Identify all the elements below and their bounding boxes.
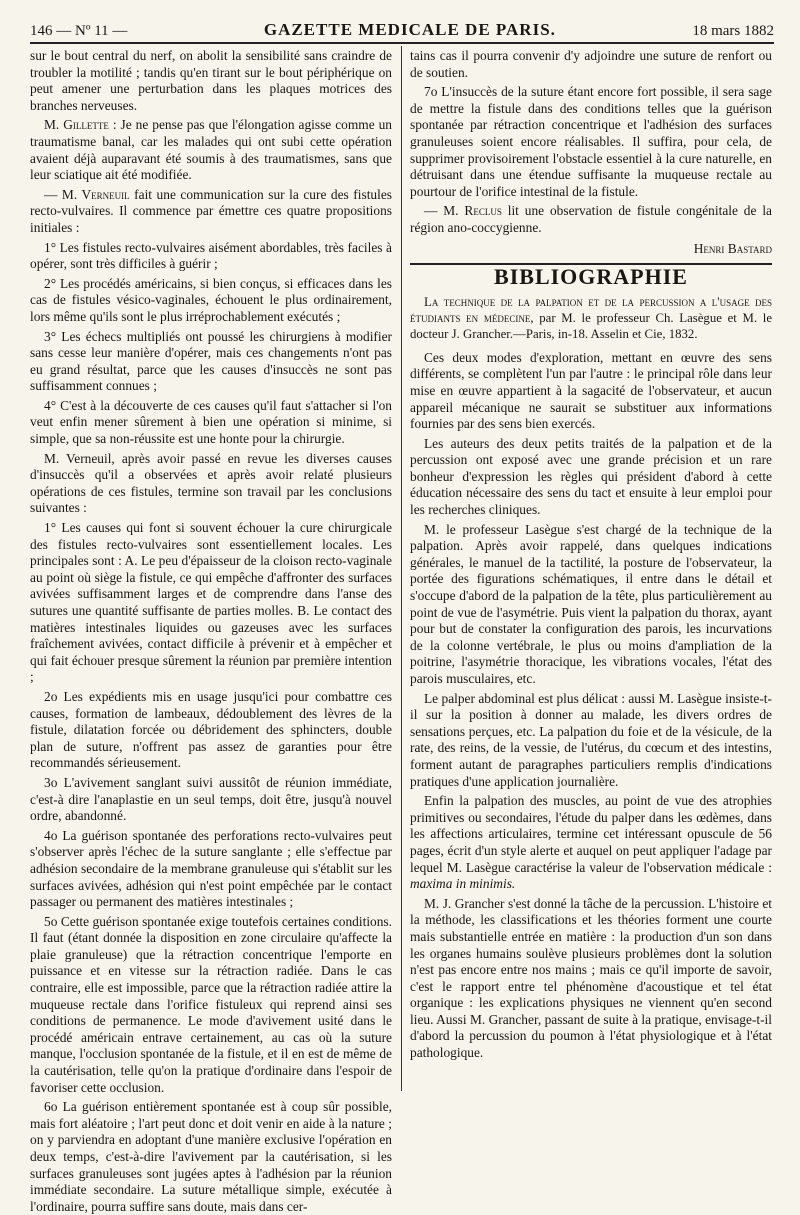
paragraph (30, 117, 392, 183)
paragraph (410, 793, 772, 893)
latin-quote: maxima in minimis. (410, 876, 516, 892)
paragraph: 3° Les échecs multipliés ont poussé les chirurgiens à modifier sans cesse leur manière d'opérer, mais ces changements n'ont pas eu grand résultat, parce que les causes d'insuccès ne sont pas suffisamment connues ; (30, 328, 392, 394)
paragraph (30, 187, 392, 237)
page-number: 146 — Nº 11 — (30, 23, 128, 39)
speaker-name: — M. Reclus (424, 203, 502, 219)
paragraph: M. Verneuil, après avoir passé en revue les diverses causes d'insuccès qu'il a observées et après avoir relaté plusieurs opérations de ces fistules, termine son travail par les conclusions suivantes : (30, 450, 392, 516)
paragraph: tains cas il pourra convenir d'y adjoindre une suture de renfort ou de soutien. (410, 48, 772, 80)
paragraph: M. le professeur Lasègue s'est chargé de la technique de la palpation. Après avoir rappelé, dans quelques indications générales, le manuel de la tactilité, la posture de l'observateur, la portée des figurations schématiques, il entre dans le détail et s'occupe d'abord de la palpation de la tête, plus particulièrement au point de vue de l'asymétrie. Puis vient la palpation du thorax, ayant pour but de constater la configuration des parois, les incurvations de la colonne vertébrale, le plus ou moins d'ampliation de la poitrine, l'asymétrie thoracique, les vibrations vocales, l'état des parois musculaires, etc. (410, 521, 772, 686)
author-signature: Henri Bastard (693, 240, 772, 256)
right-column (410, 48, 772, 1089)
paragraph: 7o L'insuccès de la suture étant encore fort possible, il sera sage de mettre la fistule dans des conditions telles que la guérison spontanée par rétraction concentrique et l'adhésion des surfaces granuleuses soient encore réalisables. Il suffira, pour cela, de supprimer provisoirement l'obstacle essentiel à la cure naturelle, en détruisant dans une étendue suffisante la muqueuse rectale au pourtour de l'orifice intestinal de la fistule. (410, 84, 772, 199)
paragraph: Ces deux modes d'exploration, mettant en œuvre des sens différents, se complètent l'un par l'autre : le principal rôle dans leur mise en œuvre appartient à la sagacité de l'observateur, et aucun appareil mécanique ne saurait se substituer aux informations fournies par des sens bien exercés. (410, 349, 772, 432)
paragraph: sur le bout central du nerf, on abolit la sensibilité sans craindre de troubler la motilité ; tandis qu'en tirant sur le bout périphérique on peut amener une perturbation dans les plaques motrices des branches nerveuses. (30, 48, 392, 113)
paragraph: 1° Les fistules recto-vulvaires aisément abordables, très faciles à opérer, sont très difficiles à guérir ; (30, 239, 392, 272)
column-divider (401, 46, 402, 1091)
left-column (30, 48, 392, 1214)
paragraph: 2° Les procédés américains, si bien conçus, si efficaces dans les cas de fistules vésico-vaginales, échouent le plus ordinairement, lors même qu'ils sont le plus irréprochablement exécutés ; (30, 275, 392, 324)
book-title: La technique de la palpation et de la percussion a l'usage des étudiants en médecine, (410, 294, 772, 325)
paragraph: Les auteurs des deux petits traités de la palpation et de la percussion ont exposé avec une grande précision et un rare bonheur d'expression les règles qui président d'abord à cette éducation nécessaire des sens du tact et ensuite à leur emploi pour les recherches cliniques. (410, 435, 772, 518)
paragraph: 4o La guérison spontanée des perforations recto-vulvaires peut s'observer après l'échec de la suture sanglante ; elle s'effectue par adhésion secondaire de la membrane granuleuse qui s'établit sur les surfaces avivées, adhésion qui n'est point empêchée par le contact passager ou permanent des matières intestinales ; (30, 827, 392, 910)
section-title: BIBLIOGRAPHIE (410, 263, 772, 286)
speaker-name: — M. Verneuil (44, 186, 130, 202)
paragraph: Le palper abdominal est plus délicat : aussi M. Lasègue insiste-t-il sur la position à donner au malade, les divers ordres de sensations perçues, etc. La palpation du foie et de la vésicule, de la rate, des reins, de la vessie, de l'utérus, du cœcum et des intestins, forment autant de paragraphes particuliers remplis d'indications pratiques d'une application journalière. (410, 690, 772, 789)
page-header (30, 14, 774, 44)
bibliographic-reference (410, 294, 772, 342)
book-details: par M. le professeur Ch. Lasègue et M. le docteur J. Grancher.—Paris, in-18. Asselin et Cie, 1832. (410, 310, 772, 341)
paragraph: M. J. Grancher s'est donné la tâche de la percussion. L'histoire et la méthode, les classifications et les théories forment une courte mais substantielle entrée en matière : la production d'un son dans les organes humains soulève plusieurs problèmes dont la solution n'est pas encore entre nos mains ; mais ce qu'il importe de savoir, c'est le rapport entre tel phénomène d'acoustique et tel état organique : les explications physiques ne viennent qu'en second lieu. Aussi M. Grancher, passant de suite à la pratique, envisage-t-il d'abord la percussion du poumon à l'état physiologique et à l'état pathologique. (410, 895, 772, 1061)
paragraph: 6o La guérison entièrement spontanée est à coup sûr possible, mais fort aléatoire ; l'art peut donc et doit venir en aide à la nature ; on y parviendra en adoptant d'une manière exclusive l'opération en deux temps, c'est-à-dire l'avivement par la cautérisation, si les surfaces granuleuses sont jugées aptes à l'adhésion par la réunion immédiate secondaire. La suture métallique simple, exécutée à l'ordinaire, pourra suffire sans doute, mais dans cer- (30, 1099, 392, 1214)
speaker-name: M. Gillette : (44, 117, 117, 133)
issue-date: 18 mars 1882 (692, 23, 774, 39)
paragraph: 1° Les causes qui font si souvent échouer la cure chirurgicale des fistules recto-vulvaires sont essentiellement locales. Les principales sont : A. Le peu d'épaisseur de la cloison recto-vaginale au point où siège la fistule, ce qui empêche d'affronter des surfaces avivées suffisamment larges et de comprendre dans l'anse des sutures une quantité suffisante de parties molles. B. Le contact des matières intestinales liquides ou gazeuses avec les surfaces fraîchement avivées, contact difficile à prévenir et à empêcher et qui fait échouer presque sûrement la réunion par première intention ; (30, 520, 392, 685)
paragraph-text: lit une observation de fistule congénitale de la région ano-coccygienne. (410, 203, 772, 235)
paragraph: 5o Cette guérison spontanée exige toutefois certaines conditions. Il faut (étant donnée la disposition en zone circulaire qu'affecte la plaie granuleuse) que la rétraction concentrique l'emporte en puissance et en vitesse sur la rétraction radiée. Dans le cas contraire, elle est impossible, parce que la rétraction radiée attire la muqueuse rectale dans l'orifice fistuleux qui reprend ainsi ses conditions de permanence. Le mode d'avivement usité dans le procédé américain entrave certainement, au cas où la suture manque, l'occlusion spontanée de la fistule, et il en est de même de la cautérisation, telle qu'on la pratique d'ordinaire dans l'espoir de favoriser cette occlusion. (30, 913, 392, 1095)
paragraph-text: fait une communication sur la cure des fistules recto-vulvaires. Il commence par émettre ces quatre propositions initiales : (30, 186, 392, 235)
paragraph: 2o Les expédients mis en usage jusqu'ici pour combattre ces causes, formation de lambeaux, dédoublement des lèvres de la fistule, dilatation forcée ou débridement des sphincters, double plan de suture, n'offrent pas assez de garanties pour être recommandés sérieusement. (30, 688, 392, 771)
paragraph: 3o L'avivement sanglant suivi aussitôt de réunion immédiate, c'est-à dire l'anaplastie en un seul temps, doit être, jusqu'à nouvel ordre, abandonné. (30, 774, 392, 824)
paragraph: 4° C'est à la découverte de ces causes qu'il faut s'attacher si l'on veut enfin mener sûrement à bien une opération si minime, si simple, que sa non-réussite est une honte pour la chirurgie. (30, 397, 392, 447)
paragraph-text: Enfin la palpation des muscles, au point de vue des atrophies primitives ou secondaires, l'étude du palper dans les œdèmes, dans les affections articulaires, termine cet intéressant opuscule de 56 pages, écrit d'un style alerte et auquel on peut appliquer l'adage par lequel M. Lasègue caractérise la valeur de l'observation médicale : (410, 793, 772, 875)
journal-title: GAZETTE MEDICALE DE PARIS. (263, 20, 556, 39)
paragraph-text: Je ne pense pas que l'élongation agisse comme un traumatisme banal, car les malades qui ont subi cette opération avaient déjà auparavant été soumis à des traumatismes, sans que leur sciatique ait été modifiée. (30, 117, 392, 183)
paragraph (410, 203, 772, 236)
